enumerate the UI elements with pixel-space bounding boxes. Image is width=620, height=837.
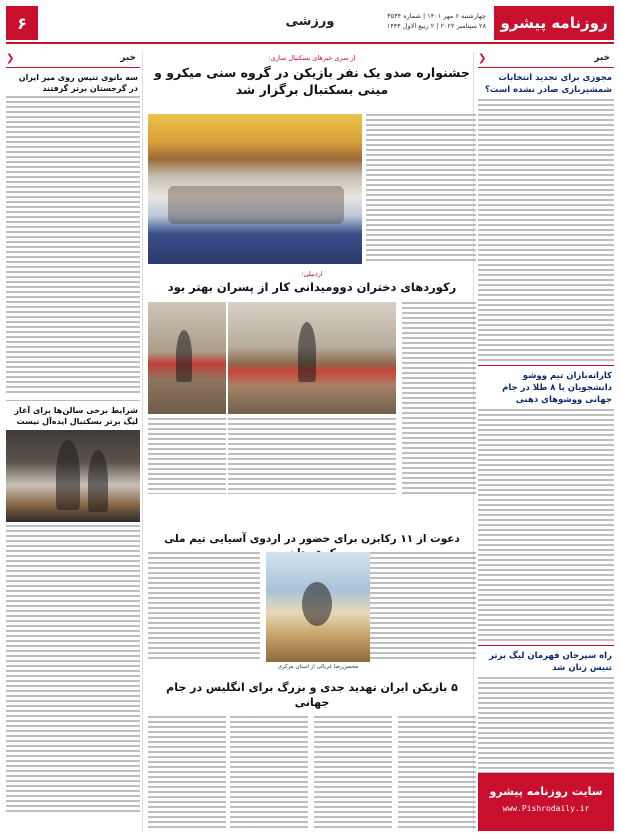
article-body <box>228 418 396 494</box>
headline-basketball-halls: شرایط برخی سالن‌ها برای آغاز لیگ برتر بسکتبال ایده‌آل نیست <box>14 406 138 426</box>
page-number: ۶ <box>6 6 38 40</box>
basketball-photo-box <box>6 430 140 522</box>
article-body <box>148 418 226 494</box>
article-body <box>478 677 614 777</box>
basketball-photo <box>6 430 140 522</box>
news-label: خبر <box>594 53 610 63</box>
article-body <box>148 716 226 828</box>
article-body <box>148 552 260 662</box>
article-body <box>402 302 476 494</box>
chevron-left-icon: ❮ <box>478 53 487 64</box>
bike-photo-caption: محسن‌رضا غریالی از استان مرکزی <box>277 664 359 670</box>
page-header <box>6 6 614 44</box>
main-kicker: از سری خبرهای بسکتبال سازی: <box>268 54 356 62</box>
article-body <box>398 716 476 828</box>
footer-url[interactable]: www.Pishrodaily.ir <box>502 804 590 813</box>
footer-title: سایت روزنامه پیشرو <box>489 785 603 798</box>
headline-table-tennis: سه بانوی تنیس روی میز ایران در گرجستان برتر گرفتند <box>18 73 138 93</box>
second-kicker: اردبیلی: <box>301 270 323 278</box>
article-body <box>230 716 308 828</box>
worldcup-headline: ۵ بازیکن ایران تهدید جدی و بزرگ برای انگلیس در جام جهانی <box>166 681 458 709</box>
news-label-bar <box>6 52 140 68</box>
left-news-column <box>6 52 140 832</box>
dateline-persian: چهارشنبه ۶ مهر ۱۴۰۱ | شماره ۳۵۳۴ <box>387 12 486 20</box>
article-body <box>6 96 140 396</box>
right-news-column <box>478 52 614 832</box>
second-headline: رکوردهای دختران دوومیدانی کار از پسران بهتر بود <box>167 280 457 294</box>
newspaper-logo: روزنامه پیشرو <box>494 6 614 40</box>
cycling-headline: دعوت از ۱۱ رکابزن برای حضور در اردوی آسیایی تیم ملی <box>164 533 460 545</box>
mountain-bike-photo <box>266 552 370 662</box>
festival-group-photo <box>148 114 362 264</box>
headline-wushu: کاراته‌بازان تیم ووشو دانشجویان با ۸ طلا در جام جهانی ووشوهای ذهنی <box>502 371 612 405</box>
main-headline: جشنواره صدو یک نفر بازیکن در گروه سنی میکرو و مینی بسکتبال برگزار شد <box>154 65 470 97</box>
article-body <box>478 99 614 361</box>
section-title: ورزشی <box>285 14 335 29</box>
dateline-gregorian: ۲۸ سپتامبر ۲۰۲۲ | ۲ ربیع الاول ۱۴۴۴ <box>386 22 486 30</box>
athletics-photo-1 <box>228 302 396 414</box>
article-body <box>478 409 614 641</box>
athletics-photo-2 <box>148 302 226 414</box>
column-divider <box>142 52 143 832</box>
headline-tennis: راه سپرجان قهرمان لیگ برتر تنیس زنان شد <box>489 651 612 673</box>
article-body <box>314 716 392 828</box>
headline-fencing: مجوزی برای تجدید انتخابات شمشیربازی صادر نشده است؟ <box>484 73 612 95</box>
article-body <box>366 114 476 264</box>
main-column <box>146 52 478 832</box>
news-label-bar <box>478 52 614 68</box>
news-label: خبر <box>120 53 136 63</box>
article-body <box>364 552 476 662</box>
site-footer-banner[interactable] <box>478 773 614 831</box>
chevron-left-icon: ❮ <box>6 53 15 64</box>
article-body <box>6 525 140 815</box>
